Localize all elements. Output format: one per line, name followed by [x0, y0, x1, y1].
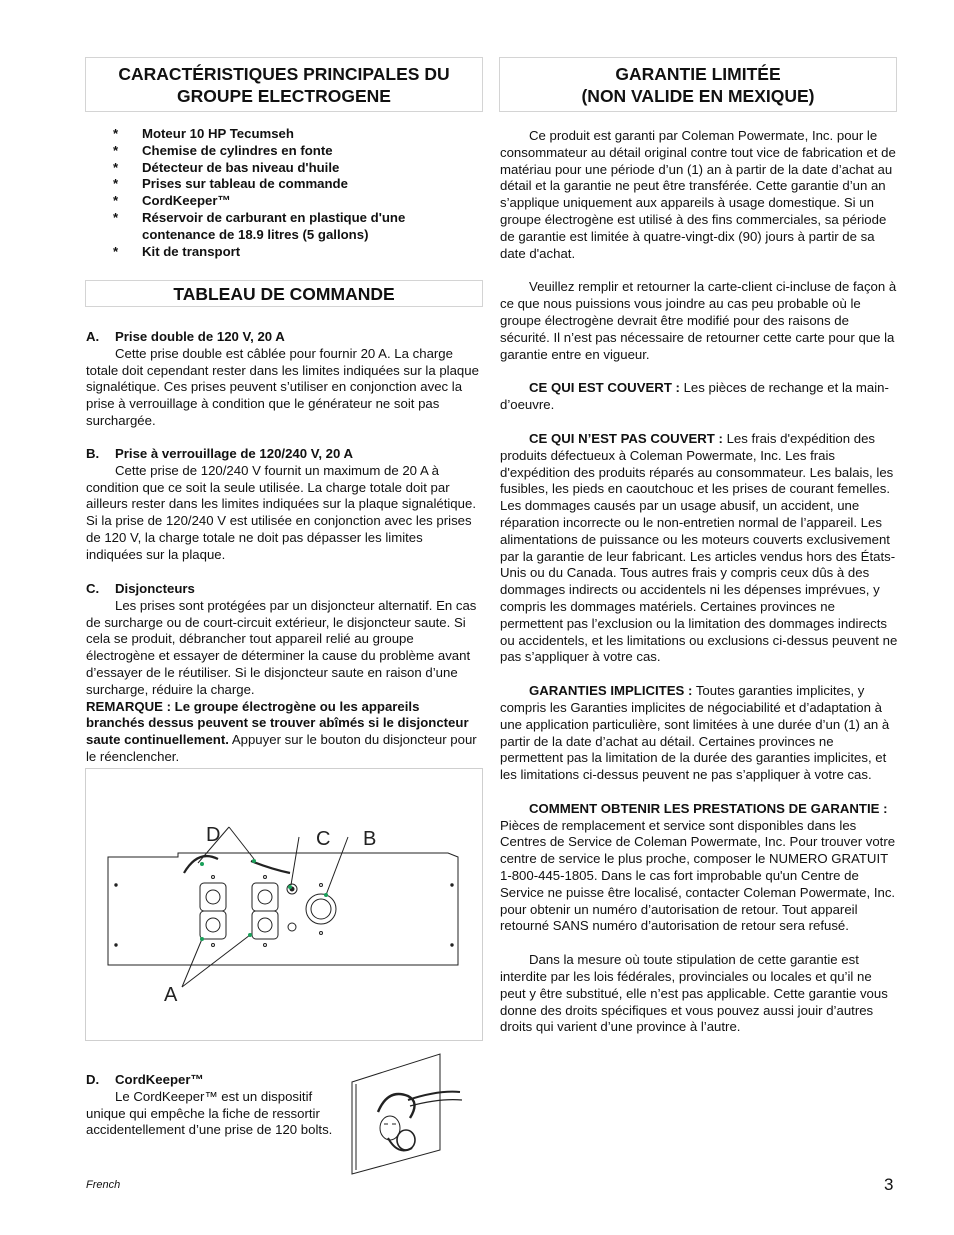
warranty-heading	[499, 57, 897, 112]
section-d-body: Le CordKeeper™ est un dispositif unique qui empêche la fiche de ressortir accidentellement d’une prise de 120 bolts.	[86, 1088, 333, 1138]
section-a-title: A. Prise double de 120 V, 20 A	[86, 329, 285, 344]
warranty-heading-line1: GARANTIE LIMITÉE	[615, 63, 781, 84]
diagram-label-b: B	[363, 828, 377, 850]
warranty-para-legal: Dans la mesure où toute stipulation de cette garantie est interdite par les lois fédérales, provinciales ou locales et qu’il ne peut y être substitué, elle n’est pas applicable. Cette garantie vous donne des droits spécifiques et vous pouvez aussi jouir d’autres droits qui varient d’une province à l’autre.	[500, 952, 888, 1035]
section-c-body: Les prises sont protégées par un disjoncteur alternatif. En cas de surcharge ou de court-circuit extérieur, le disjoncteur saute. Si cela se produit, débrancher tout appareil relié au groupe électrogène et essayer de déterminer la cause du problème avant d’essayer de le réutiliser. Si le disjoncteur saute en raison d’une surcharge, réduire la charge.	[86, 597, 477, 697]
features-heading-line2: GROUPE ELECTROGENE	[177, 85, 391, 106]
section-d-title: D. CordKeeper™	[86, 1072, 204, 1087]
section-d	[86, 1072, 334, 1139]
list-item: * Détecteur de bas niveau d'huile	[113, 159, 340, 175]
section-a-body: Cette prise double est câblée pour fournir 20 A. La charge totale doit cependant rester dans les limites indiquées sur la plaque signalétique. Ces prises peuvent s’utiliser en conjonction avec la prise à verrouillage à condition que le générateur ne soit pas surchargée.	[86, 345, 479, 428]
warranty-heading-line2: (NON VALIDE EN MEXIQUE)	[581, 85, 815, 106]
list-item: * Kit de transport	[113, 243, 241, 259]
warranty-para-coverage-period: Ce produit est garanti par Coleman Powermate, Inc. pour le consommateur au détail original contre tout vice de fabrication et de matériau pour une période d’un (1) an à partir de la date d’achat au détail et la garantie ne peut être transférée. Cette garantie d’un an s’applique uniquement aux appareils à usage domestique. Si un groupe électrogène est utilisé à des fins commerciales, sa période de garantie est limitée à quatre-vingt-dix (90) jours à partir de sa date d'achat.	[500, 128, 896, 261]
warranty-para-implied: GARANTIES IMPLICITES : Toutes garanties implicites, y compris les Garanties implicites de négociabilité et d’adaptation à une application particulière, sont limitées à une durée d’un (1) an à partir de la date d’achat au détail. Certaines provinces ne permettent pas la limitation de la durée des garanties implicites, et les limitations ci-dessus peuvent ne pas s’appliquer à votre cas.	[500, 683, 890, 783]
diagram-label-a: A	[164, 984, 178, 1006]
features-heading	[85, 57, 483, 112]
footer-language: French	[86, 1179, 121, 1191]
warranty-para-covered: CE QUI EST COUVERT : Les pièces de rechange et la main-d’oeuvre.	[500, 380, 889, 413]
control-panel-figure	[85, 768, 483, 1041]
list-item: * Réservoir de carburant en plastique d'une contenance de 18.9 litres (5 gallons)	[113, 209, 406, 242]
diagram-label-c: C	[316, 828, 331, 850]
warranty-para-service: COMMENT OBTENIR LES PRESTATIONS DE GARANTIE : Pièces de remplacement et service sont disponibles dans les Centres de Service de Coleman Powermate, Inc. Pour trouver votre centre de service le plus proche, composer le NUMERO GRATUIT 1-800-445-1805. Dans le cas fort improbable qu'un Centre de Service ne puisse être localisé, contacter Coleman Powermate, Inc. pour obtenir un numéro d’autorisation de retour. Tout appareil retourné SANS numéro d’autorisation de retour sera refusé.	[500, 800, 896, 934]
section-a	[86, 329, 479, 430]
list-item: * Chemise de cylindres en fonte	[113, 142, 333, 158]
diagram-label-d: D	[206, 824, 221, 846]
section-b	[86, 446, 479, 564]
section-c-warning: REMARQUE : Le groupe électrogène ou les appareils branchés dessus peuvent se trouver abîmés si le disjoncteur saute continuellement. Appuyer sur le bouton du disjoncteur pour le réenclencher.	[86, 698, 477, 764]
section-c-title: C. Disjoncteurs	[86, 581, 195, 596]
warranty-para-registration-card: Veuillez remplir et retourner la carte-client ci-incluse de façon à ce que nous puissions vous joindre au cas peu probable où le groupe électrogène devrait être modifié pour des raisons de sécurité. Il n’est pas nécessaire de retourner cette carte pour que la garantie entre en vigueur.	[500, 279, 897, 362]
cordkeeper-illustration	[348, 1052, 468, 1176]
page-number: 3	[884, 1175, 894, 1194]
section-c	[86, 581, 479, 766]
section-b-title: B. Prise à verrouillage de 120/240 V, 20 A	[86, 446, 354, 461]
section-b-body: Cette prise de 120/240 V fournit un maximum de 20 A à condition que ce soit la seule utilisée. La charge totale doit par ailleurs rester dans les limites indiquées sur la plaque signalétique. Si la prise de 120/240 V est utilisée en conjonction avec les prises de 120 V, la charge totale ne doit pas dépasser les limites indiquées sur la plaque.	[86, 462, 476, 562]
control-panel-heading: TABLEAU DE COMMANDE	[85, 280, 483, 307]
warranty-text	[500, 128, 898, 1036]
control-panel-drawing	[86, 769, 482, 1040]
features-heading-line1: CARACTÉRISTIQUES PRINCIPALES DU	[118, 63, 450, 84]
features-list	[113, 126, 473, 260]
warranty-para-not-covered: CE QUI N’EST PAS COUVERT : Les frais d'expédition des produits défectueux à Coleman Powermate, Inc. Les frais d'expédition des produits réparés au consommateur. Les balais, les fusibles, les pieds en caoutchouc et les prises de courant femelles. Les dommages causés par un usage abusif, un accident, une réparation incorrecte ou le non-entretien normal de l’appareil. Les alimentations de puissance ou les moteurs couverts exclusivement par la garantie de leur fabricant. Les articles vendus hors des États-Unis ou du Canada. Tous autres frais y compris ceux dûs à des dommages indirects ou accidentels ni les dépenses imprévues, y compris les dommages matériels. Certaines provinces ne permettent pas l’exclusion ou la limitation des dommages indirects ou accidentels, et les limitations ou exclusions ci-dessus peuvent ne pas s’appliquer à votre cas.	[500, 430, 898, 665]
list-item: * CordKeeper™	[113, 193, 231, 209]
list-item: * Prises sur tableau de commande	[113, 176, 348, 192]
list-item: * Moteur 10 HP Tecumseh	[113, 126, 294, 141]
